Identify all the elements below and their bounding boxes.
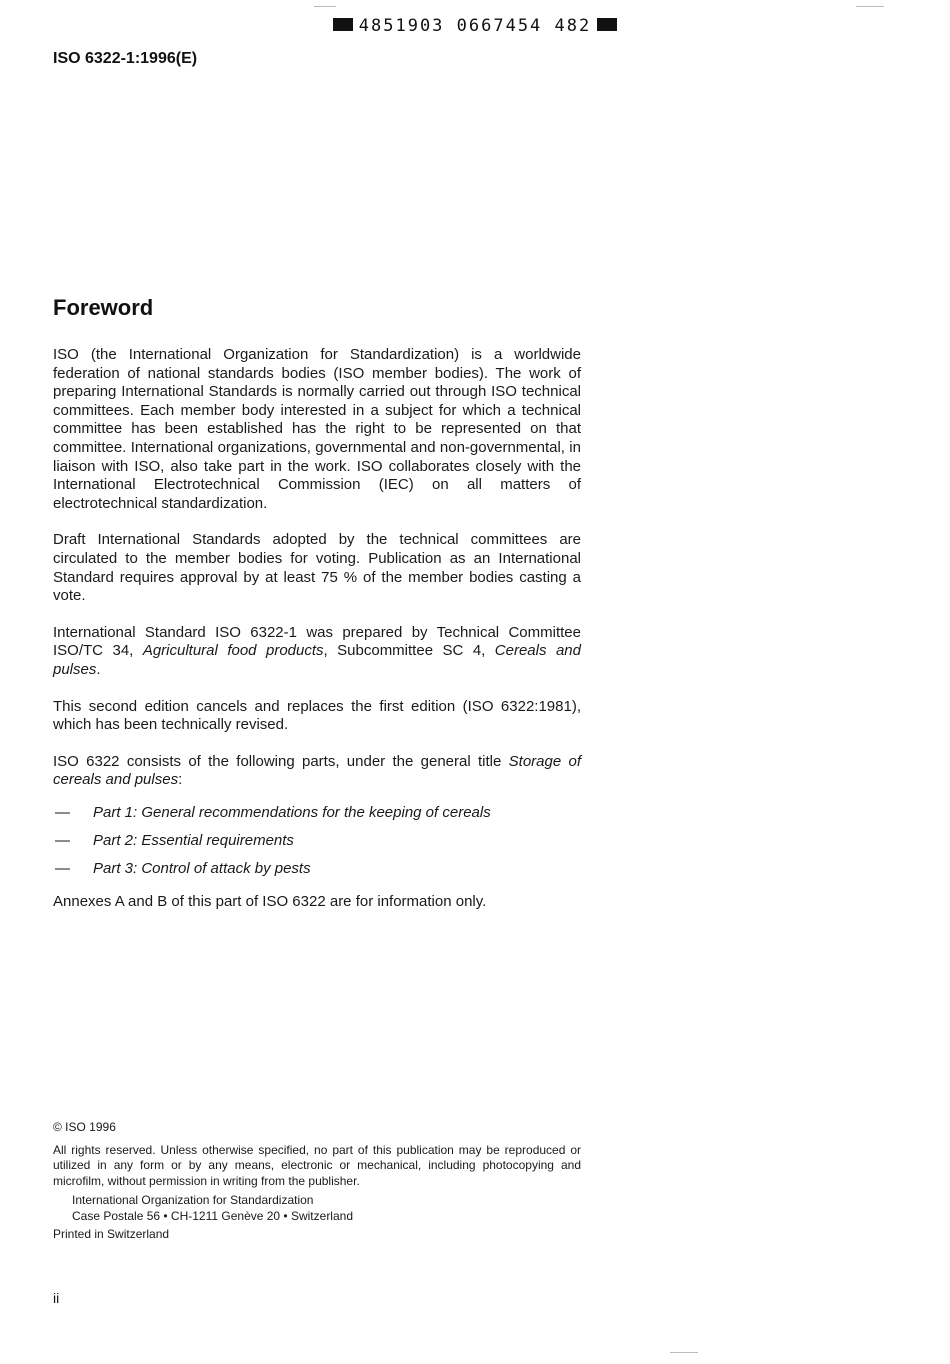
foreword-heading: Foreword: [53, 295, 154, 320]
scan-artifact: [670, 1352, 698, 1353]
barcode-text: 4851903 0667454 482: [358, 16, 592, 36]
scan-artifact: [856, 6, 884, 7]
org-name: International Organization for Standardization: [72, 1193, 314, 1207]
list-item-label: Part 3: Control of attack by pests: [93, 860, 311, 878]
scan-artifact: [314, 6, 336, 7]
list-dash: —: [55, 831, 70, 849]
list-item-label: Part 2: Essential requirements: [93, 831, 294, 849]
barcode-bar-left: [333, 18, 353, 31]
foreword-body: [53, 346, 581, 929]
para5-text-a: ISO 6322 consists of the following parts, under the general title: [53, 752, 509, 770]
list-item: [53, 860, 581, 879]
foreword-paragraph-4: This second edition cancels and replaces the first edition (ISO 6322:1981), which has been technically revised.: [53, 697, 581, 734]
printed-location: Printed in Switzerland: [53, 1227, 170, 1241]
copyright-notice: © ISO 1996: [53, 1120, 116, 1134]
document-id: ISO 6322-1:1996(E): [53, 50, 198, 67]
list-dash: —: [55, 803, 70, 821]
para3-text-a: International Standard ISO 6322-1 was prepared by Technical Committee ISO/TC 34,: [53, 623, 581, 660]
parts-list: [53, 804, 581, 879]
general-title: Storage of cereals and pulses: [53, 752, 581, 789]
barcode-bar-right: [597, 18, 617, 31]
para3-text-c: .: [96, 660, 101, 678]
page-number: ii: [53, 1290, 60, 1306]
copyright-block: [53, 1120, 581, 1243]
foreword-paragraph-1: ISO (the International Organization for Standardization) is a worldwide federation of national standards bodies (ISO member bodies). The work of preparing International Standards is normally carried out through ISO technical committees. Each member body interested in a subject for which a technical committee has been established has the right to be represented on that committee. International organizations, governmental and non-governmental, in liaison with ISO, also take part in the work. ISO collaborates closely with the International Electrotechnical Commission (IEC) on all matters of electrotechnical standardization.: [53, 346, 581, 512]
committee-name: Agricultural food products: [142, 642, 324, 660]
org-address: Case Postale 56 • CH-1211 Genève 20 • Switzerland: [72, 1208, 353, 1223]
list-item: [53, 804, 581, 823]
barcode-strip: [0, 16, 950, 36]
foreword-paragraph-5: [53, 753, 581, 790]
list-item-label: Part 1: General recommendations for the keeping of cereals: [93, 803, 491, 821]
para3-text-b: , Subcommittee SC 4,: [323, 642, 495, 660]
foreword-paragraph-6: Annexes A and B of this part of ISO 6322 are for information only.: [53, 892, 487, 910]
subcommittee-name: Cereals and pulses: [53, 642, 581, 678]
foreword-paragraph-2: Draft International Standards adopted by the technical committees are circulated to the member bodies for voting. Publication as an International Standard requires approval by at least 75 % of the member bodies casting a vote.: [53, 531, 581, 605]
list-dash: —: [55, 860, 70, 878]
rights-statement: All rights reserved. Unless otherwise specified, no part of this publication may be reproduced or utilized in any form or by any means, electronic or mechanical, including photocopying and microfilm, without permission in writing from the publisher.: [53, 1142, 581, 1188]
para5-text-b: :: [178, 771, 183, 789]
foreword-paragraph-3: [53, 624, 581, 680]
list-item: [53, 832, 581, 851]
